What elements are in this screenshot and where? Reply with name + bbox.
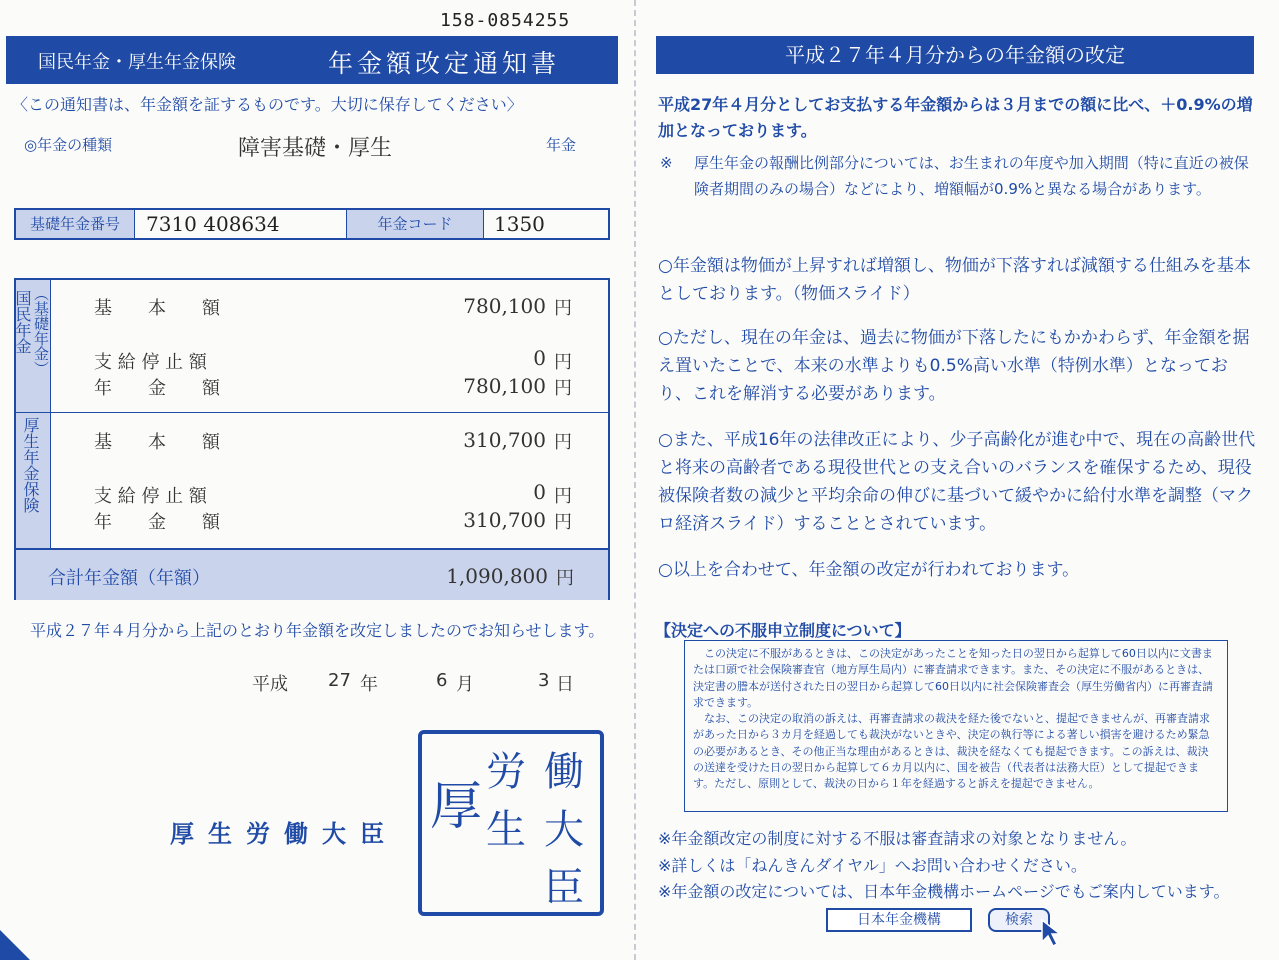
national-stop-label: 支 給 停 止 額 [94,352,207,373]
national-stop-value: 0 [533,346,546,370]
cursor-icon [1040,918,1070,948]
id-box [14,208,610,240]
date-year: 27 [328,670,351,691]
total-unit: 円 [556,568,574,589]
pension-code-value: 1350 [494,212,545,236]
employee-base-value: 310,700 [463,428,546,452]
total-value: 1,090,800 [446,564,548,588]
revision-notice: 平成２７年４月分から上記のとおり年金額を改定しましたのでお知らせします。 [30,621,605,640]
basic-number-value: 7310 408634 [146,212,280,236]
seal-char: 働 [544,749,584,795]
national-stop-unit: 円 [554,352,572,373]
footnote-2: ※詳しくは「ねんきんダイヤル」へお問い合わせください。 [658,856,1087,875]
pension-amount-table [14,278,610,600]
paragraph-price-slide: ○年金額は物価が上昇すれば増額し、物価が下落すれば減額する仕組みを基本としております。（物価スライド） [658,256,1251,304]
seal-char: 臣 [544,865,584,911]
national-base-label: 基 本 額 [94,298,220,319]
pension-type-value: 障害基礎・厚生 [238,136,393,161]
seal-char: 厚 [430,777,483,837]
seal-char: 大 [544,807,584,853]
national-side-cell [13,280,51,412]
date-month-unit: 月 [456,674,474,695]
employee-side-cell [16,413,51,548]
signatory: 厚生労働大臣 [170,820,398,848]
pension-code-label: 年金コード [346,210,484,238]
date-day: 3 [538,670,550,691]
national-side-sublabel: ︵基礎年金︶ [32,286,50,376]
paragraph-summary: ○以上を合わせて、年金額の改定が行われております。 [658,560,1080,580]
national-annual-label: 年 金 額 [94,378,220,399]
national-annual-unit: 円 [554,378,572,399]
seal-char: 労 [486,749,526,795]
date-era: 平成 [252,674,288,695]
employee-stop-label: 支 給 停 止 額 [94,486,207,507]
employee-side-label: 厚生年金保険 [21,417,40,513]
revision-header: 平成２７年４月分からの年金額の改定 [656,36,1254,74]
appeal-heading: 【決定への不服申立制度について】 [655,621,911,640]
search-button: 検索 [988,908,1050,932]
appeal-box [684,640,1228,812]
basic-number-label: 基礎年金番号 [16,210,135,238]
seal-char: 生 [486,807,526,853]
appeal-text-2: なお、この決定の取消の訴えは、再審査請求の裁決を経た後でないと、提起できませんが、再審査請求があった日から３カ月を経過しても裁決がないときや、決定の執行等による著しい損害を避けるため緊急の必要があるとき、その他正当な理由があるときは、裁決を経なくても提起できます。この訴えは、裁決の送達を受けた日の翌日から起算して６カ月以内に、国を被告（代表者は法務大臣）として提起できます。ただし、原則として、裁決の日から１年を経過すると訴えを提起できません。 [693,712,1210,791]
official-seal [418,730,604,916]
employee-base-label: 基 本 額 [94,432,220,453]
document-number: 158-0854255 [440,10,571,31]
national-base-value: 780,100 [463,294,546,318]
appeal-text-1: この決定に不服があるときは、この決定があったことを知った日の翌日から起算して60日以内に文書または口頭で社会保険審査官（地方厚生局内）に審査請求できます。また、その決定に不服があるときは、決定書の謄本が送付された日の翌日から起算して60日以内に社会保険審査会（厚生労働省内）に再審査請求できます。 [693,647,1213,709]
note-text: 厚生年金の報酬比例部分については、お生まれの年度や加入期間（特に直近の被保険者期間のみの場合）などにより、増額幅が0.9%と異なる場合があります。 [694,154,1249,198]
employee-annual-label: 年 金 額 [94,512,220,533]
note-mark: ※ [660,154,673,172]
footnote-3: ※年金額の改定については、日本年金機構ホームページでもご案内しています。 [658,882,1230,901]
footnote-1: ※年金額改定の制度に対する不服は審査請求の対象となりません。 [658,829,1137,848]
date-year-unit: 年 [360,674,378,695]
section-divider [16,412,608,413]
national-annual-value: 780,100 [463,374,546,398]
total-label: 合計年金額（年額） [48,568,210,589]
revision-intro: 平成27年４月分としてお支払する年金額からは３月までの額に比べ、＋0.9%の増加となっております。 [658,95,1253,140]
employee-annual-unit: 円 [554,512,572,533]
paragraph-special-level: ○ただし、現在の年金は、過去に物価が下落したにもかかわらず、年金額を据え置いたことで、本来の水準よりも0.5%高い水準（特例水準）となっており、これを解消する必要があります。 [658,328,1250,404]
date-day-unit: 日 [556,674,574,695]
employee-stop-value: 0 [533,480,546,504]
fold-divider [634,0,636,960]
search-keyword-box: 日本年金機構 [826,908,972,932]
employee-annual-value: 310,700 [463,508,546,532]
national-base-unit: 円 [554,298,572,319]
revision-note [658,150,1258,202]
total-row [16,548,608,600]
program-name: 国民年金・厚生年金保険 [38,52,236,73]
employee-stop-unit: 円 [554,486,572,507]
notice-header [6,36,618,84]
document-title: 年金額改定通知書 [328,49,561,78]
date-month: 6 [436,670,448,691]
paragraph-macro-slide: ○また、平成16年の法律改正により、少子高齢化が進む中で、現在の高齢世代と将来の高齢者である現役世代との支え合いのバランスを確保するため、現役被保険者数の減少と平均余命の伸びに基づいて緩やかに給付水準を調整（マクロ経済スライド）することとされています。 [658,430,1256,534]
keep-note: 〈この通知書は、年金額を証するものです。大切に保存してください〉 [12,95,523,114]
pension-type-suffix: 年金 [546,136,577,154]
corner-mark [0,930,30,960]
pension-type-label: ◎年金の種類 [24,136,113,154]
employee-base-unit: 円 [554,432,572,453]
national-side-label: 国民年金 [13,290,32,354]
